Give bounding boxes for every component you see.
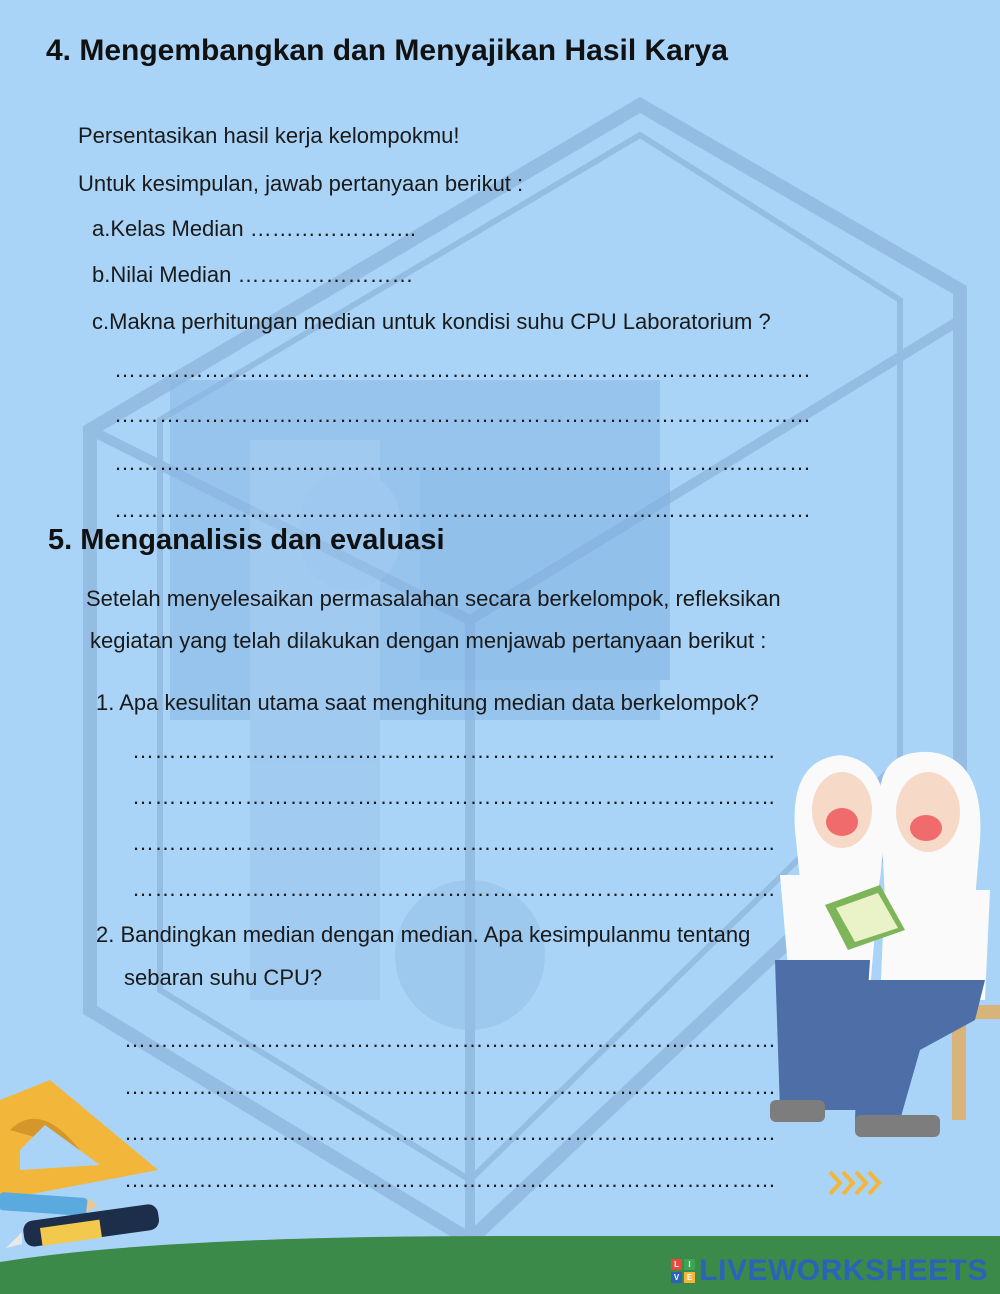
section5-heading: 5. Menganalisis dan evaluasi bbox=[48, 524, 445, 556]
pencil-icon bbox=[0, 1192, 98, 1216]
answer-dotted-line: ………………………………………………………………………….. bbox=[132, 830, 776, 855]
question-2-answer-input-3[interactable] bbox=[124, 1119, 858, 1147]
question-2-answer-input-2[interactable] bbox=[124, 1073, 858, 1101]
answer-dotted-line: …………………………………………………………………………… bbox=[124, 1074, 777, 1099]
section5-intro-line1: Setelah menyelesaikan permasalahan secara berkelompok, refleksikan bbox=[86, 586, 781, 611]
question-1: 1. Apa kesulitan utama saat menghitung median data berkelompok? bbox=[96, 690, 759, 715]
median-meaning-answer-input-2[interactable] bbox=[114, 401, 928, 429]
answer-dotted-line: …………………………………………………………………………… bbox=[124, 1027, 777, 1052]
item-b-median-value: b.Nilai Median …………………… bbox=[92, 262, 414, 287]
section5-intro-line2: kegiatan yang telah dilakukan dengan menjawab pertanyaan berikut : bbox=[90, 628, 767, 653]
question-1-answer-input-3[interactable] bbox=[132, 829, 856, 857]
liveworksheets-brand-text: LIVEWORKSHEETS bbox=[699, 1254, 988, 1287]
question-1-answer-input-2[interactable] bbox=[132, 783, 856, 811]
question-2-line2: sebaran suhu CPU? bbox=[124, 965, 323, 990]
median-meaning-answer-input-4[interactable] bbox=[114, 496, 928, 524]
question-1-answer-input-4[interactable] bbox=[132, 875, 856, 903]
liveworksheets-logo-icon: L I V E bbox=[671, 1259, 695, 1283]
item-c-median-meaning: c.Makna perhitungan median untuk kondisi suhu CPU Laboratorium ? bbox=[92, 309, 771, 334]
section4-heading: 4. Mengembangkan dan Menyajikan Hasil Karya bbox=[46, 34, 728, 67]
median-value-answer-input[interactable] bbox=[252, 259, 471, 287]
answer-dotted-line: ………………………………………………………………………………… bbox=[114, 357, 812, 382]
answer-dotted-line: ………………………………………………………………………………… bbox=[114, 450, 812, 475]
median-meaning-answer-input-1[interactable] bbox=[114, 356, 928, 384]
question-2-answer-input-1[interactable] bbox=[124, 1026, 858, 1054]
answer-dotted-line: ………………………………………………………………………….. bbox=[132, 738, 776, 763]
median-class-answer-input[interactable] bbox=[275, 213, 479, 241]
section4-instruction-conclusion: Untuk kesimpulan, jawab pertanyaan berikut : bbox=[78, 171, 524, 196]
answer-dotted-line: ………………………………………………………………………………… bbox=[114, 497, 812, 522]
item-a-median-class: a.Kelas Median ………………….. bbox=[92, 216, 416, 241]
answer-dotted-line: …………………………………………………………………………… bbox=[124, 1167, 777, 1192]
question-2-line1: 2. Bandingkan median dengan median. Apa kesimpulanmu tentang bbox=[96, 922, 751, 947]
answer-dotted-line: ………………………………………………………………………….. bbox=[132, 876, 776, 901]
section4-instruction-present: Persentasikan hasil kerja kelompokmu! bbox=[78, 123, 460, 148]
answer-dotted-line: ………………………………………………………………………………… bbox=[114, 402, 812, 427]
question-1-answer-input-1[interactable] bbox=[132, 737, 856, 765]
question-2-answer-input-4[interactable] bbox=[124, 1166, 828, 1194]
answer-dotted-line: …………………………………………………………………………… bbox=[124, 1120, 777, 1145]
median-meaning-answer-input-3[interactable] bbox=[114, 449, 928, 477]
answer-dotted-line: ………………………………………………………………………….. bbox=[132, 784, 776, 809]
liveworksheets-logo[interactable] bbox=[671, 1254, 988, 1288]
